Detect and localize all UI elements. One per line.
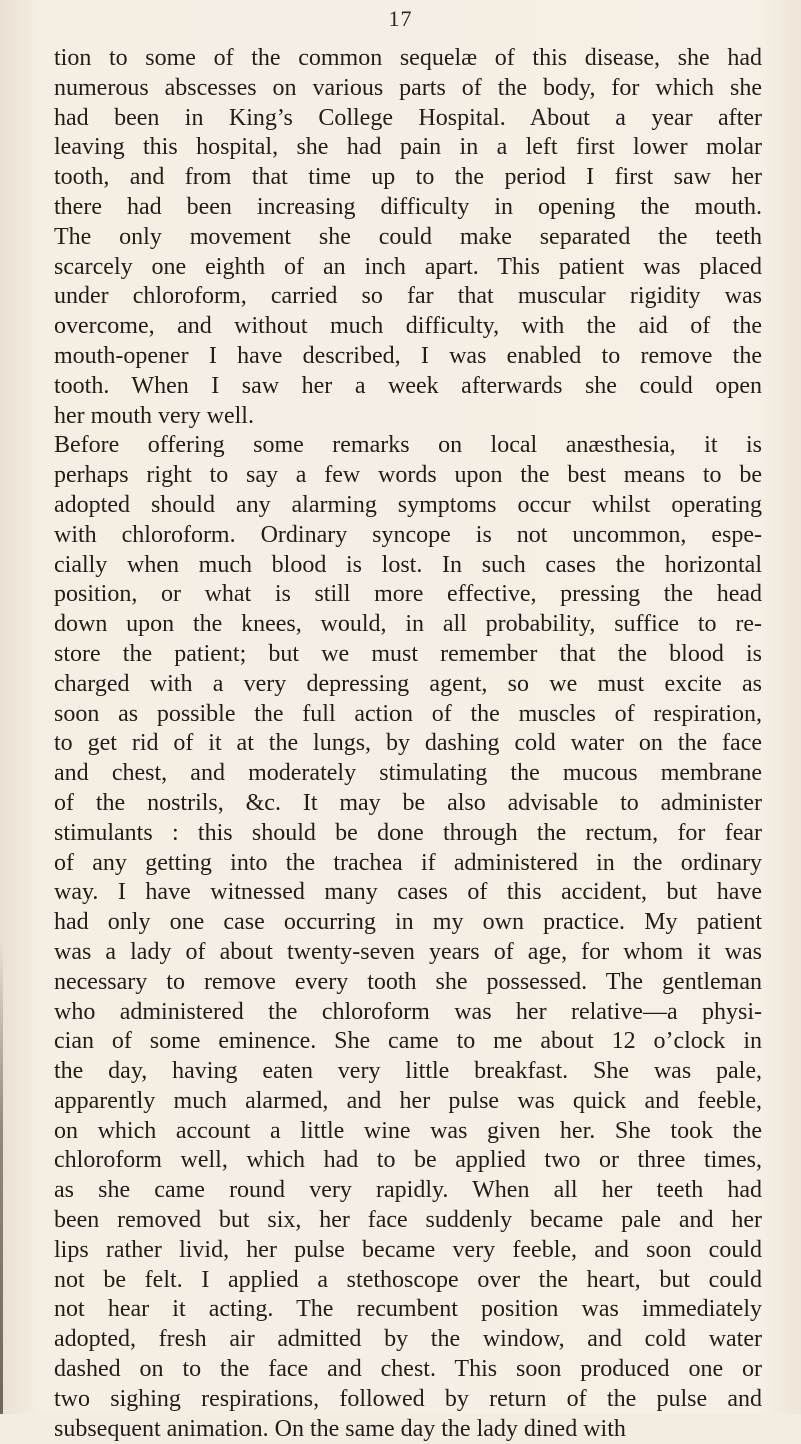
text-line: adopted, fresh air admitted by the window, and cold water xyxy=(54,1326,762,1353)
text-line: two sighing respirations, followed by return of the pulse and xyxy=(54,1385,762,1412)
text-line: leaving this hospital, she had pain in a left first lower molar xyxy=(54,134,762,161)
text-line: tooth, and from that time up to the period I first saw her xyxy=(54,164,762,191)
text-line: down upon the knees, would, in all probability, suffice to re- xyxy=(54,611,762,638)
text-line: and chest, and moderately stimulating the mucous membrane xyxy=(54,760,762,787)
page-number: 17 xyxy=(388,6,413,31)
text-line: of the nostrils, &c. It may be also advisable to administer xyxy=(54,789,762,816)
text-line: Before offering some remarks on local anæsthesia, it is xyxy=(54,432,762,459)
text-line: cially when much blood is lost. In such cases the horizontal xyxy=(54,551,762,578)
text-line: stimulants : this should be done through the rectum, for fear xyxy=(54,819,762,846)
text-line: necessary to remove every tooth she possessed. The gentleman xyxy=(54,968,762,995)
text-line: tooth. When I saw her a week afterwards she could open xyxy=(54,372,762,399)
text-line: under chloroform, carried so far that muscular rigidity was xyxy=(54,283,762,310)
text-line: The only movement she could make separated the teeth xyxy=(54,223,762,250)
text-line: numerous abscesses on various parts of the body, for which she xyxy=(54,74,762,101)
text-line: soon as possible the full action of the muscles of respiration, xyxy=(54,700,762,727)
text-line: not hear it acting. The recumbent position was immediately xyxy=(54,1296,762,1323)
text-line: as she came round very rapidly. When all her teeth had xyxy=(54,1177,762,1204)
text-line: who administered the chloroform was her relative—a physi- xyxy=(54,998,762,1025)
text-line: had only one case occurring in my own practice. My patient xyxy=(54,909,762,936)
text-line: to get rid of it at the lungs, by dashing cold water on the face xyxy=(54,730,762,757)
page-gutter-shadow xyxy=(0,940,3,1414)
text-line: her mouth very well. xyxy=(54,402,254,429)
text-line: charged with a very depressing agent, so we must excite as xyxy=(54,670,762,697)
text-line: lips rather livid, her pulse became very feeble, and soon could xyxy=(54,1236,762,1263)
text-line: had been in King’s College Hospital. About a year after xyxy=(54,104,762,131)
text-line: not be felt. I applied a stethoscope over the heart, but could xyxy=(54,1266,762,1293)
text-line: been removed but six, her face suddenly became pale and her xyxy=(54,1207,762,1234)
text-line: on which account a little wine was given her. She took the xyxy=(54,1117,762,1144)
text-line: subsequent animation. On the same day the lady dined with xyxy=(54,1415,626,1442)
text-line: way. I have witnessed many cases of this accident, but have xyxy=(54,879,762,906)
text-line: apparently much alarmed, and her pulse was quick and feeble, xyxy=(54,1087,762,1114)
text-line: scarcely one eighth of an inch apart. This patient was placed xyxy=(54,253,762,280)
text-line: store the patient; but we must remember that the blood is xyxy=(54,640,762,667)
text-line: with chloroform. Ordinary syncope is not uncommon, espe- xyxy=(54,521,762,548)
text-line: position, or what is still more effective, pressing the head xyxy=(54,581,762,608)
text-line: overcome, and without much difficulty, with the aid of the xyxy=(54,313,762,340)
text-line: was a lady of about twenty-seven years of age, for whom it was xyxy=(54,938,762,965)
text-line: perhaps right to say a few words upon the best means to be xyxy=(54,462,762,489)
text-line: the day, having eaten very little breakfast. She was pale, xyxy=(54,1058,762,1085)
text-line: cian of some eminence. She came to me about 12 o’clock in xyxy=(54,1028,762,1055)
text-line: there had been increasing difficulty in opening the mouth. xyxy=(54,193,762,220)
body-text xyxy=(54,44,762,1444)
text-line: chloroform well, which had to be applied two or three times, xyxy=(54,1147,762,1174)
text-line: tion to some of the common sequelæ of this disease, she had xyxy=(54,45,762,71)
text-line: dashed on to the face and chest. This soon produced one or xyxy=(54,1356,762,1383)
text-line: of any getting into the trachea if administered in the ordinary xyxy=(54,849,762,876)
text-line: mouth-opener I have described, I was enabled to remove the xyxy=(54,342,762,369)
text-line: adopted should any alarming symptoms occur whilst operating xyxy=(54,491,762,518)
